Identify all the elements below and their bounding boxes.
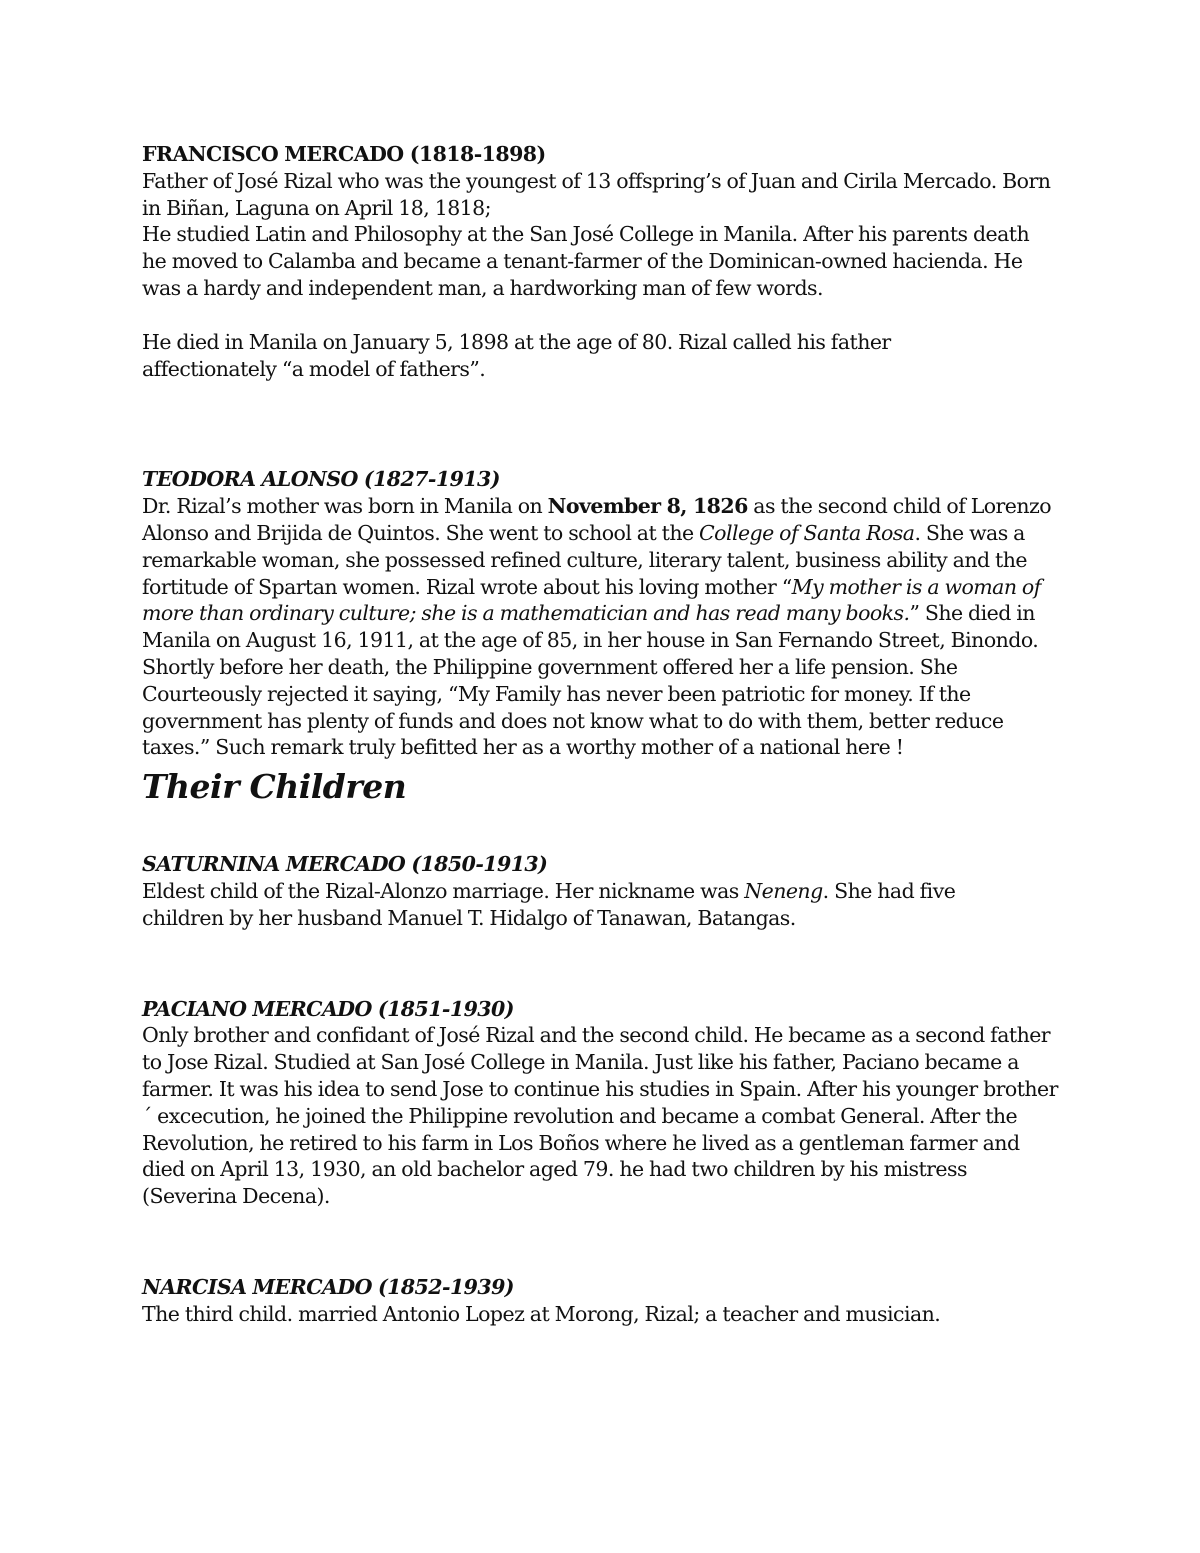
teodora-text-2: as the second child of Lorenzo Alonso and Brijida de Quintos. She went to school at the <box>142 494 1052 545</box>
saturnina-text-2: . She had five children by her husband Manuel T. Hidalgo of Tanawan, Batangas. <box>142 878 956 930</box>
document-page <box>142 141 1072 1328</box>
narcisa-paragraph: The third child. married Antonio Lopez at Morong, Rizal; a teacher and musician. <box>142 1301 941 1326</box>
saturnina-heading: SATURNINA MERCADO (1850-1913) <box>142 852 548 877</box>
francisco-paragraph-3: He died in Manila on January 5, 1898 at the age of 80. Rizal called his father affectionately “a model of fathers”. <box>142 329 891 381</box>
children-title: Their Children <box>142 767 407 807</box>
teodora-paragraph <box>142 493 1064 761</box>
teodora-text-1: Dr. Rizal’s mother was born in Manila on <box>142 494 548 519</box>
paciano-section <box>142 996 1072 1210</box>
paciano-heading: PACIANO MERCADO (1851-1930) <box>142 996 514 1021</box>
paciano-paragraph: Only brother and confidant of José Rizal and the second child. He became as a second father to Jose Rizal. Studied at San José College in Manila. Just like his father, Paciano became a farmer. It was his idea to send Jose to continue his studies in Spain. After his younger brother´ excecution, he joined the Philippine revolution and became a combat General. After the Revolution, he retired to his farm in Los Boños where he lived as a gentleman farmer and died on April 13, 1930, an old bachelor aged 79. he had two children by his mistress (Severina Decena). <box>142 1023 1058 1209</box>
francisco-section <box>142 141 1072 382</box>
saturnina-nickname: Neneng <box>744 878 823 903</box>
teodora-section <box>142 466 1072 761</box>
narcisa-section <box>142 1274 1072 1328</box>
teodora-birth-date: November 8, 1826 <box>547 494 748 519</box>
saturnina-paragraph <box>142 878 1012 932</box>
narcisa-heading: NARCISA MERCADO (1852-1939) <box>142 1274 514 1299</box>
francisco-heading: FRANCISCO MERCADO (1818-1898) <box>142 142 546 166</box>
francisco-paragraph-1: Father of José Rizal who was the youngest of 13 offspring’s of Juan and Cirila Mercado. Born in Biñan, Laguna on April 18, 1818; <box>142 168 1051 220</box>
francisco-paragraph-2: He studied Latin and Philosophy at the San José College in Manila. After his parents death he moved to Calamba and became a tenant-farmer of the Dominican-owned hacienda. He was a hardy and independent man, a hardworking man of few words. <box>142 222 1030 300</box>
teodora-quote: My mother is a woman of more than ordinary culture; she is a mathematician and has read many books. <box>142 574 1041 626</box>
teodora-text-3: . She was a remarkable woman, she possessed refined culture, literary talent, business ability and the fortitude of Spartan women. Rizal wrote about his loving mother “ <box>142 520 1027 599</box>
saturnina-section <box>142 851 1072 931</box>
teodora-text-4: ” She died in Manila on August 16, 1911, at the age of 85, in her house in San Fernando Street, Binondo. Shortly before her death, the Philippine government offered her a life pension. She Courteously rejected it saying, “My Family has never been patriotic for money. If the government has plenty of funds and does not know what to do with them, better reduce taxes.” Such remark truly befitted her as a worthy mother of a national here ! <box>142 601 1039 760</box>
saturnina-text-1: Eldest child of the Rizal-Alonzo marriage. Her nickname was <box>142 878 745 903</box>
teodora-school: College of Santa Rosa <box>699 520 915 545</box>
teodora-heading: TEODORA ALONSO (1827-1913) <box>142 467 500 492</box>
